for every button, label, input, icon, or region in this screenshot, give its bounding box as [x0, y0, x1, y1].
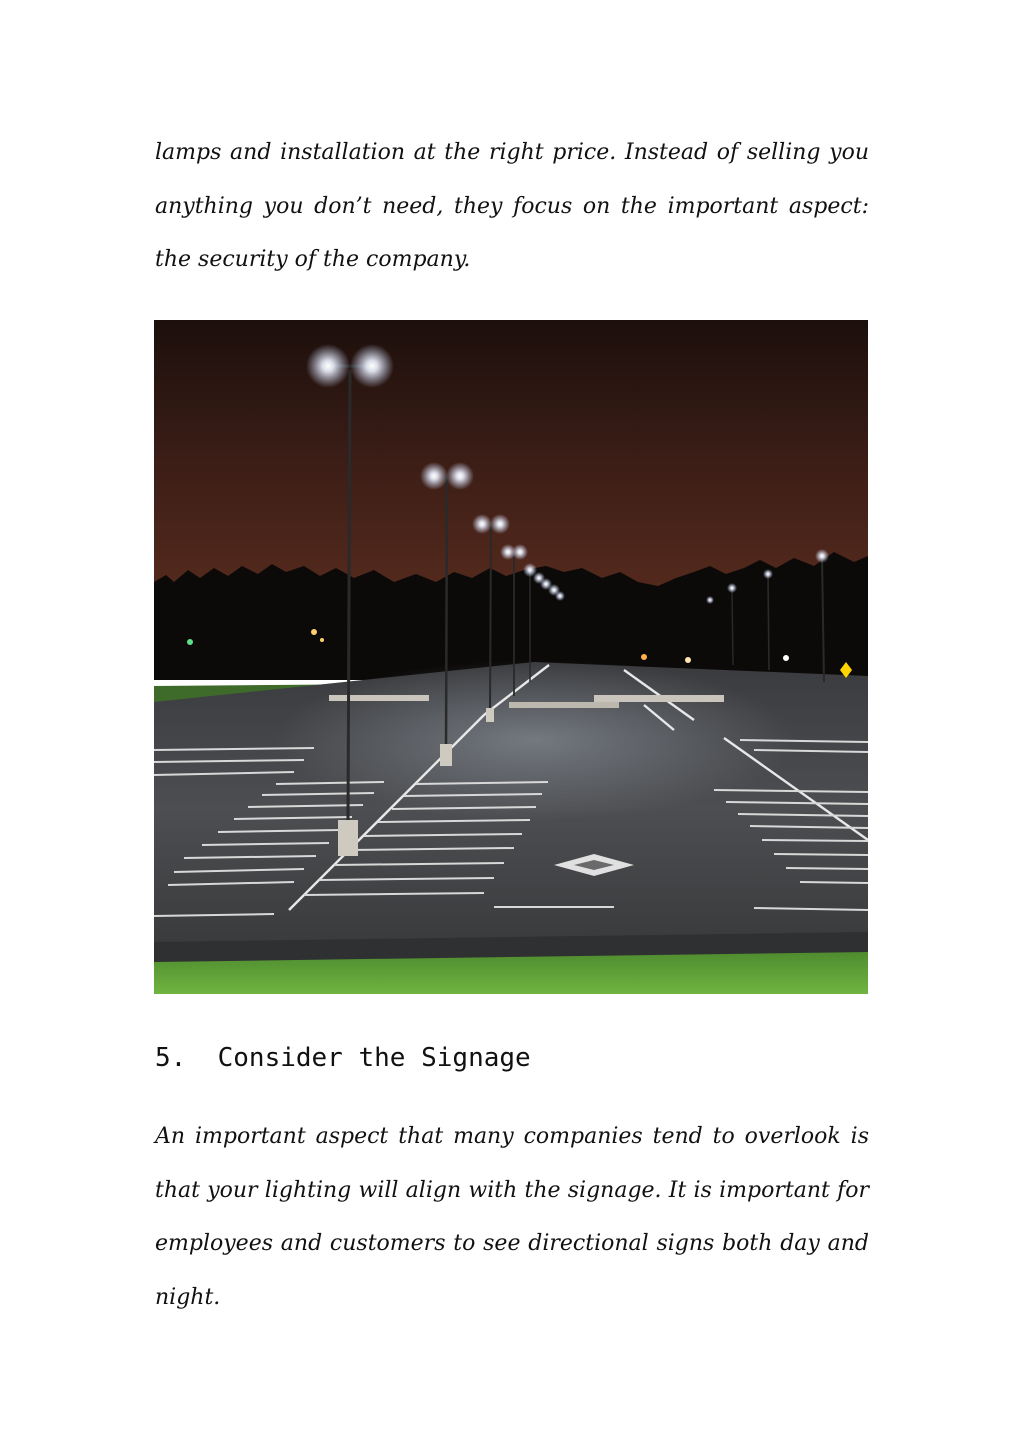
body-paragraph: An important aspect that many companies tend to overlook is that your lighting will align with the signage. It is important for employees and customers to see directional signs both day and night. — [155, 1124, 869, 1310]
body-paragraph: lamps and installation at the right price. Instead of selling you anything you don’t need, they focus on the important aspect: the security of the company. — [155, 140, 869, 272]
parking-lot-photo — [154, 320, 868, 994]
section-heading: 5. Consider the Signage — [155, 1043, 531, 1073]
